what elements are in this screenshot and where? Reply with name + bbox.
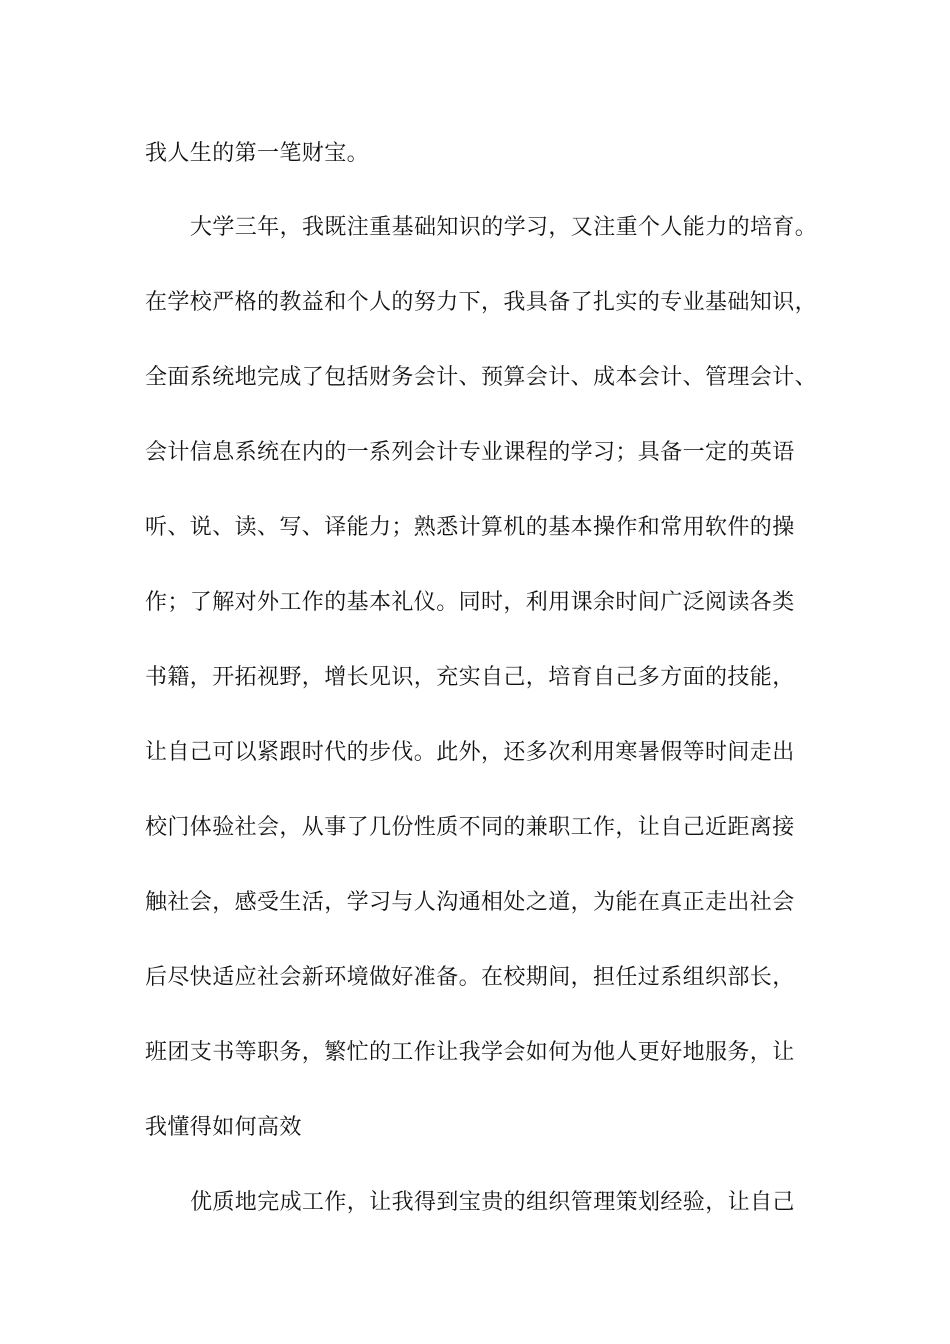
paragraph-start-line: 大学三年，我既注重基础知识的学习，又注重个人能力的培育。 [190, 215, 818, 240]
text-line: 书籍，开拓视野，增长见识，充实自己，培育自己多方面的技能， [145, 665, 795, 690]
text-line: 我人生的第一笔财宝。 [145, 141, 370, 166]
text-line: 我懂得如何高效 [145, 1115, 302, 1140]
text-line: 听、说、读、写、译能力；熟悉计算机的基本操作和常用软件的操 [145, 515, 795, 540]
text-line: 校门体验社会，从事了几份性质不同的兼职工作，让自己近距离接 [145, 815, 795, 840]
text-line: 班团支书等职务，繁忙的工作让我学会如何为他人更好地服务，让 [145, 1040, 795, 1065]
text-line: 后尽快适应社会新环境做好准备。在校期间，担任过系组织部长， [145, 965, 795, 990]
paragraph-start-line: 优质地完成工作，让我得到宝贵的组织管理策划经验，让自己 [190, 1190, 795, 1215]
text-line: 全面系统地完成了包括财务会计、预算会计、成本会计、管理会计、 [145, 365, 818, 390]
text-line: 会计信息系统在内的一系列会计专业课程的学习；具备一定的英语 [145, 440, 795, 465]
text-line: 让自己可以紧跟时代的步伐。此外，还多次利用寒暑假等时间走出 [145, 740, 795, 765]
text-line: 在学校严格的教益和个人的努力下，我具备了扎实的专业基础知识， [145, 290, 818, 315]
text-line: 作；了解对外工作的基本礼仪。同时，利用课余时间广泛阅读各类 [145, 590, 795, 615]
text-line: 触社会，感受生活，学习与人沟通相处之道，为能在真正走出社会 [145, 890, 795, 915]
